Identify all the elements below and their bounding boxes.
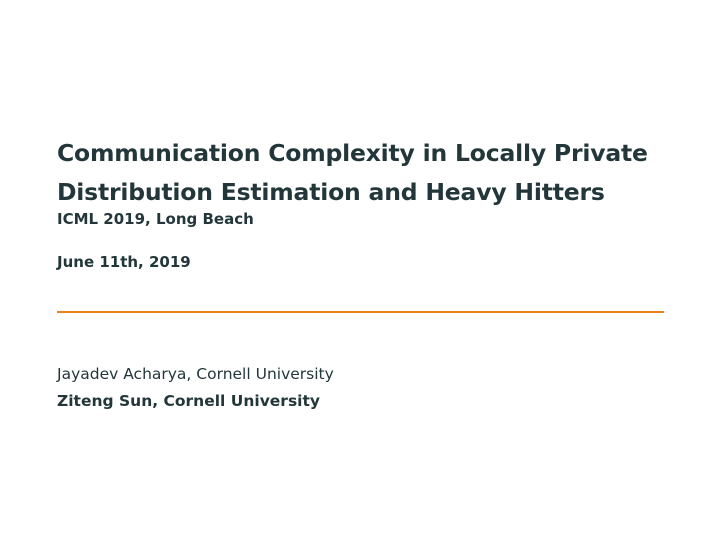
slide-title-line-1: Communication Complexity in Locally Private	[57, 139, 648, 167]
slide-title-line-2: Distribution Estimation and Heavy Hitters	[57, 178, 605, 206]
title-divider	[57, 311, 664, 313]
slide-subtitle: ICML 2019, Long Beach	[57, 210, 254, 228]
slide-title	[57, 134, 677, 212]
slide-date: June 11th, 2019	[57, 253, 191, 271]
author-presenter: Ziteng Sun, Cornell University	[57, 392, 321, 410]
author-primary: Jayadev Acharya, Cornell University	[57, 365, 334, 383]
